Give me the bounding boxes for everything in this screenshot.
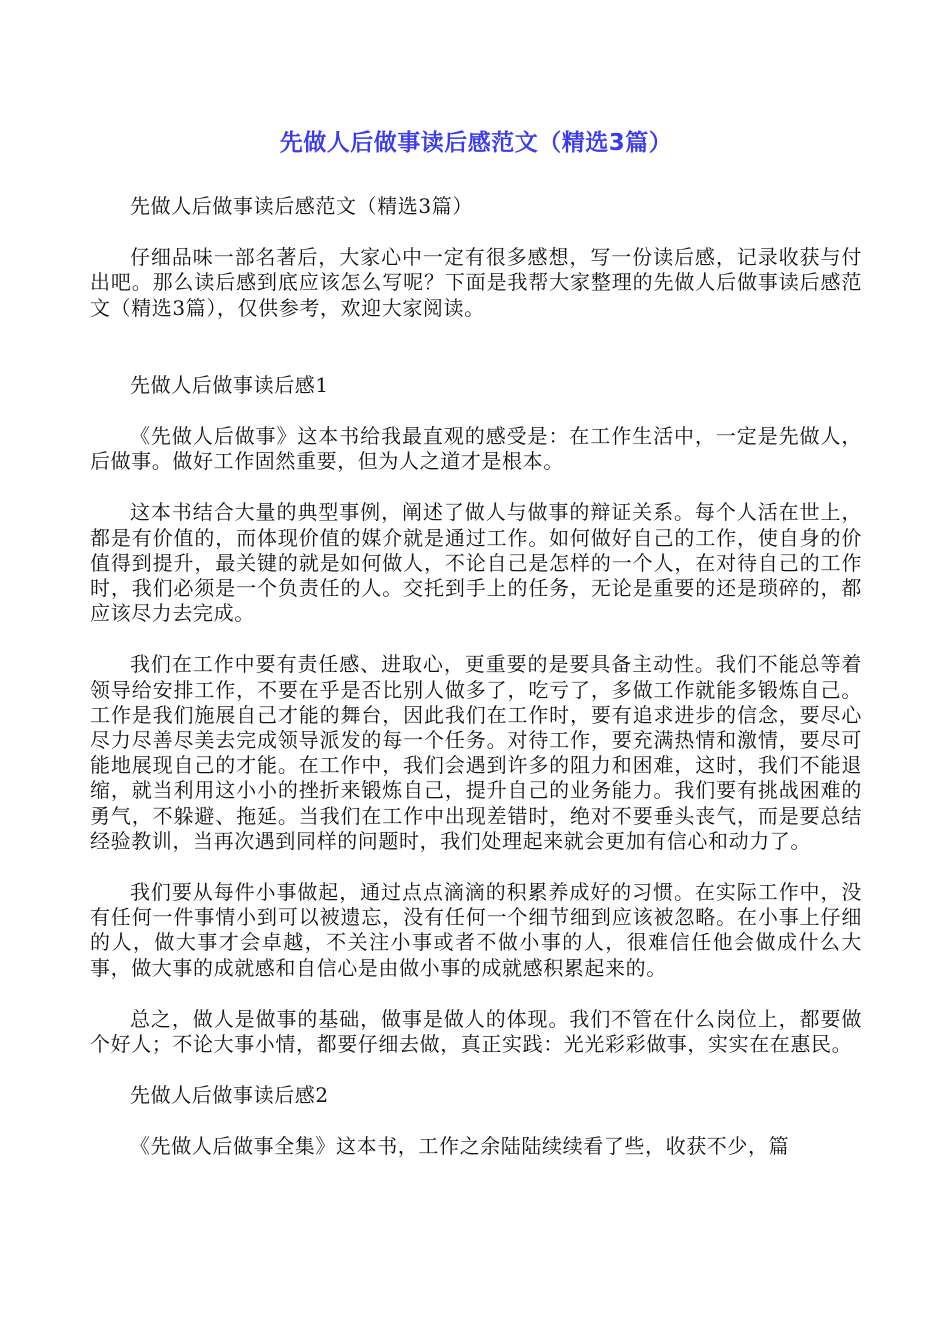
paragraph-intro: 仔细品味一部名著后，大家心中一定有很多感想，写一份读后感，记录收获与付出吧。那么读后感到底应该怎么写呢？下面是我帮大家整理的先做人后做事读后感范文（精选3篇），仅供参考，欢迎大家阅读。 [90,245,862,320]
paragraph: 总之，做人是做事的基础，做事是做人的体现。我们不管在什么岗位上，都要做个好人；不论大事小情，都要仔细去做，真正实践：光光彩彩做事，实实在在惠民。 [90,1006,862,1057]
paragraph: 我们在工作中要有责任感、进取心，更重要的是要具备主动性。我们不能总等着领导给安排工作，不要在乎是否比别人做多了，吃亏了，多做工作就能多锻炼自己。工作是我们施展自己才能的舞台，因此我们在工作时，要有追求进步的信念，要尽心尽力尽善尽美去完成领导派发的每一个任务。对待工作，要充满热情和激情，要尽可能地展现自己的才能。在工作中，我们会遇到许多的阻力和困难，这时，我们不能退缩，就当利用这小小的挫折来锻炼自己，提升自己的业务能力。我们要有挑战困难的勇气，不躲避、拖延。当我们在工作中出现差错时，绝对不要垂头丧气，而是要总结经验教训，当再次遇到同样的问题时，我们处理起来就会更加有信心和动力了。 [90,652,862,853]
paragraph: 《先做人后做事全集》这本书，工作之余陆陆续续看了些，收获不少，篇 [130,1134,790,1159]
paragraph-subtitle: 先做人后做事读后感范文（精选3篇） [130,194,473,218]
document-title: 先做人后做事读后感范文（精选3篇） [279,130,673,156]
paragraph: 《先做人后做事》这本书给我最直观的感受是：在工作生活中，一定是先做人，后做事。做好工作固然重要，但为人之道才是根本。 [90,424,862,474]
section-heading-1: 先做人后做事读后感1 [130,372,329,397]
paragraph: 我们要从每件小事做起，通过点点滴滴的积累养成好的习惯。在实际工作中，没有任何一件事情小到可以被遗忘，没有任何一个细节细到应该被忽略。在小事上仔细的人，做大事才会卓越，不关注小事或者不做小事的人，很难信任他会做成什么大事，做大事的成就感和自信心是由做小事的成就感积累起来的。 [90,880,862,980]
paragraph: 这本书结合大量的典型事例，阐述了做人与做事的辩证关系。每个人活在世上，都是有价值的，而体现价值的媒介就是通过工作。如何做好自己的工作，使自身的价值得到提升，最关键的就是如何做人，不论自己是怎样的一个人，在对待自己的工作时，我们必须是一个负责任的人。交托到手上的任务，无论是重要的还是琐碎的，都应该尽力去完成。 [90,500,862,626]
section-heading-2: 先做人后做事读后感2 [130,1083,329,1108]
document-page [90,128,862,1186]
